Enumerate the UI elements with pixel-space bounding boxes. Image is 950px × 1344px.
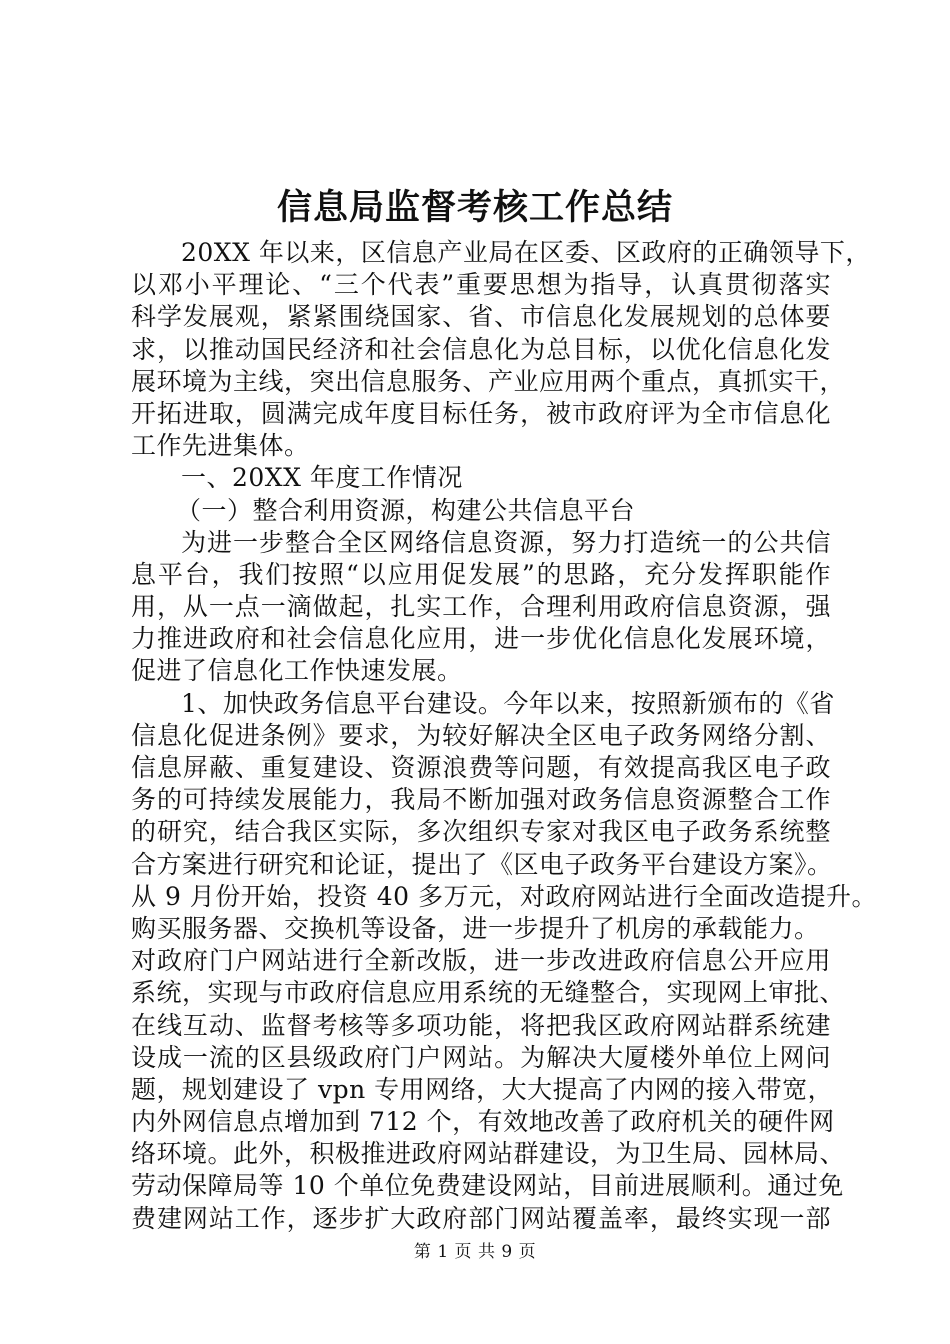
body-line: 1、加快政务信息平台建设。今年以来，按照新颁布的《省 [181,688,835,718]
body-line: 20XX 年以来，区信息产业局在区委、区政府的正确领导下， [181,238,871,267]
body-line: 科学发展观，紧紧围绕国家、省、市信息化发展规划的总体要 [131,302,831,332]
body-line: 展环境为主线，突出信息服务、产业应用两个重点，真抓实干， [131,366,846,396]
subsection-heading: （一）整合利用资源，构建公共信息平台 [176,495,636,525]
body-line: 务的可持续发展能力，我局不断加强对政务信息资源整合工作 [131,785,831,815]
body-line: 内外网信息点增加到 712 个，有效地改善了政府机关的硬件网 [131,1107,835,1137]
document-body [131,237,878,1235]
body-line: 对政府门户网站进行全新改版，进一步改进政府信息公开应用 [131,946,831,976]
body-line: 求，以推动国民经济和社会信息化为总目标，以优化信息化发 [131,334,831,364]
body-line: 系统，实现与市政府信息应用系统的无缝整合，实现网上审批、 [131,978,846,1008]
body-line: 力推进政府和社会信息化应用，进一步优化信息化发展环境， [131,624,831,654]
body-line: 促进了信息化工作快速发展。 [131,656,463,686]
body-line: 信息化促进条例》要求，为较好解决全区电子政务网络分割、 [131,720,831,750]
body-line: 息平台，我们按照“以应用促发展”的思路，充分发挥职能作 [131,559,831,589]
body-line: 以邓小平理论、“三个代表”重要思想为指导，认真贯彻落实 [131,270,831,300]
body-line: 用，从一点一滴做起，扎实工作，合理利用政府信息资源，强 [131,592,831,622]
body-line: 开拓进取，圆满完成年度目标任务，被市政府评为全市信息化 [131,398,831,428]
body-line: 设成一流的区县级政府门户网站。为解决大厦楼外单位上网问 [131,1042,831,1072]
body-line: 劳动保障局等 10 个单位免费建设网站，目前进展顺利。通过免 [131,1171,844,1201]
document-title: 信息局监督考核工作总结 [276,187,673,228]
body-line: 购买服务器、交换机等设备，进一步提升了机房的承载能力。 [131,913,820,943]
body-line: 为进一步整合全区网络信息资源，努力打造统一的公共信 [181,527,831,557]
body-line: 工作先进集体。 [131,431,310,461]
body-line: 从 9 月份开始，投资 40 多万元，对政府网站进行全面改造提升。 [131,881,878,911]
body-line: 合方案进行研究和论证，提出了《区电子政务平台建设方案》。 [131,849,833,879]
page-footer: 第 1 页 共 9 页 [413,1242,537,1262]
body-line: 费建网站工作，逐步扩大政府部门网站覆盖率，最终实现一部 [131,1203,831,1233]
body-line: 的研究，结合我区实际，多次组织专家对我区电子政务系统整 [131,817,831,847]
section-heading: 一、20XX 年度工作情况 [181,463,463,493]
body-line: 络环境。此外，积极推进政府网站群建设，为卫生局、园林局、 [131,1139,846,1169]
body-line: 题，规划建设了 vpn 专用网络，大大提高了内网的接入带宽， [131,1074,834,1104]
body-line: 在线互动、监督考核等多项功能，将把我区政府网站群系统建 [131,1010,831,1040]
body-line: 信息屏蔽、重复建设、资源浪费等问题，有效提高我区电子政 [131,753,831,782]
